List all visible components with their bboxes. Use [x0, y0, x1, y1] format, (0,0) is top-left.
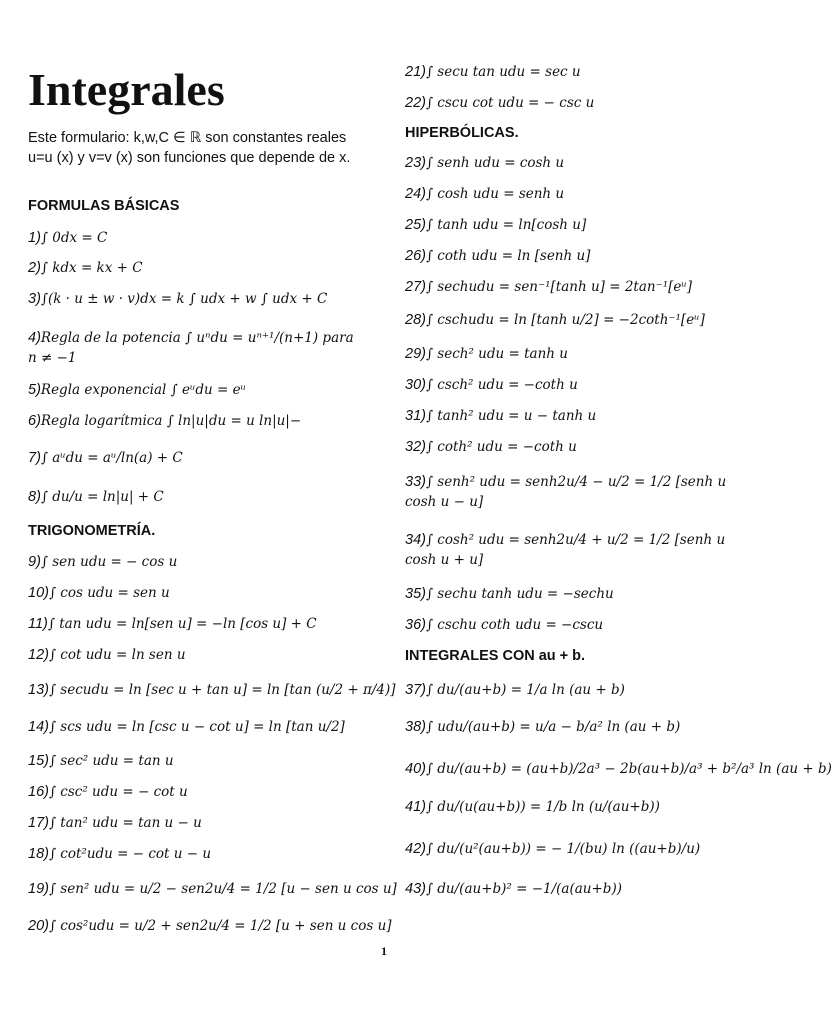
formula-43: 43)∫ du/(au+b)² = −1/(a(au+b)): [405, 881, 622, 897]
formula-7: 7)∫ aᵘdu = aᵘ/ln(a) + C: [28, 450, 183, 466]
formula-21: 21)∫ secu tan udu = sec u: [405, 64, 581, 80]
formula-27: 27)∫ sechudu = sen⁻¹[tanh u] = 2tan⁻¹[eᵘ]: [405, 279, 693, 295]
formula-37: 37)∫ du/(au+b) = 1/a ln (au + b): [405, 682, 625, 698]
formula-19: 19)∫ sen² udu = u/2 − sen2u/4 = 1/2 [u − sen u cos u]: [28, 881, 397, 897]
heading-trig: TRIGONOMETRÍA.: [28, 523, 156, 539]
heading-aub: INTEGRALES CON au + b.: [405, 648, 586, 664]
formula-38: 38)∫ udu/(au+b) = u/a − b/a² ln (au + b): [405, 719, 681, 735]
formula-2: 2)∫ kdx = kx + C: [28, 260, 143, 276]
formula-40: 40)∫ du/(au+b) = (au+b)/2a³ − 2b(au+b)/a³ + b²/a³ ln (au + b): [405, 761, 832, 777]
formula-36: 36)∫ cschu coth udu = −cscu: [405, 617, 604, 633]
formula-18: 18)∫ cot²udu = − cot u − u: [28, 846, 212, 862]
page-number: 1: [381, 944, 387, 958]
formula-24: 24)∫ cosh udu = senh u: [405, 186, 565, 202]
formula-1: 1)∫ 0dx = C: [28, 230, 108, 246]
heading-basicas: FORMULAS BÁSICAS: [28, 198, 180, 214]
formula-29: 29)∫ sech² udu = tanh u: [405, 346, 568, 362]
formula-42: 42)∫ du/(u²(au+b)) = − 1/(bu) ln ((au+b)/u): [405, 841, 701, 857]
formula-11: 11)∫ tan udu = ln[sen u] = −ln [cos u] + C: [28, 616, 317, 632]
formula-3: 3)∫(k · u ± w · v)dx = k ∫ udx + w ∫ udx + C: [28, 291, 328, 307]
page-title: Integrales: [28, 64, 225, 115]
formula-13: 13)∫ secudu = ln [sec u + tan u] = ln [tan (u/2 + π/4)]: [28, 682, 396, 698]
formula-5: 5)Regla exponencial ∫ eᵘdu = eᵘ: [28, 382, 246, 398]
formula-26: 26)∫ coth udu = ln [senh u]: [405, 248, 591, 264]
formula-12: 12)∫ cot udu = ln sen u: [28, 647, 186, 663]
formula-14: 14)∫ scs udu = ln [csc u − cot u] = ln [tan u/2]: [28, 719, 345, 735]
formula-28: 28)∫ cschudu = ln [tanh u/2] = −2coth⁻¹[eᵘ]: [405, 312, 705, 328]
heading-hiper: HIPERBÓLICAS.: [405, 125, 519, 141]
formula-4: 4)Regla de la potencia ∫ uⁿdu = uⁿ⁺¹/(n+1) para n ≠ −1: [28, 330, 354, 366]
formula-30: 30)∫ csch² udu = −coth u: [405, 377, 578, 393]
formula-16: 16)∫ csc² udu = − cot u: [28, 784, 188, 800]
formula-20: 20)∫ cos²udu = u/2 + sen2u/4 = 1/2 [u + sen u cos u]: [28, 918, 392, 934]
formula-34: 34)∫ cosh² udu = senh2u/4 + u/2 = 1/2 [senh u cosh u + u]: [405, 532, 726, 568]
formula-33: 33)∫ senh² udu = senh2u/4 − u/2 = 1/2 [senh u cosh u − u]: [405, 474, 727, 510]
formula-35: 35)∫ sechu tanh udu = −sechu: [405, 586, 614, 602]
formula-9: 9)∫ sen udu = − cos u: [28, 554, 178, 570]
formula-22: 22)∫ cscu cot udu = − csc u: [405, 95, 595, 111]
formula-8: 8)∫ du/u = ln|u| + C: [28, 489, 164, 505]
formula-15: 15)∫ sec² udu = tan u: [28, 753, 174, 769]
formula-17: 17)∫ tan² udu = tan u − u: [28, 815, 202, 831]
formula-31: 31)∫ tanh² udu = u − tanh u: [405, 408, 597, 424]
formula-25: 25)∫ tanh udu = ln[cosh u]: [405, 217, 587, 233]
formula-10: 10)∫ cos udu = sen u: [28, 585, 170, 601]
intro-text: Este formulario: k,w,C ∈ ℝ son constantes reales u=u (x) y v=v (x) son funciones que depende de x.: [28, 130, 351, 166]
formula-41: 41)∫ du/(u(au+b)) = 1/b ln (u/(au+b)): [405, 799, 660, 815]
formula-23: 23)∫ senh udu = cosh u: [405, 155, 565, 171]
formula-32: 32)∫ coth² udu = −coth u: [405, 439, 577, 455]
formula-6: 6)Regla logarítmica ∫ ln|u|du = u ln|u|−: [28, 413, 302, 429]
